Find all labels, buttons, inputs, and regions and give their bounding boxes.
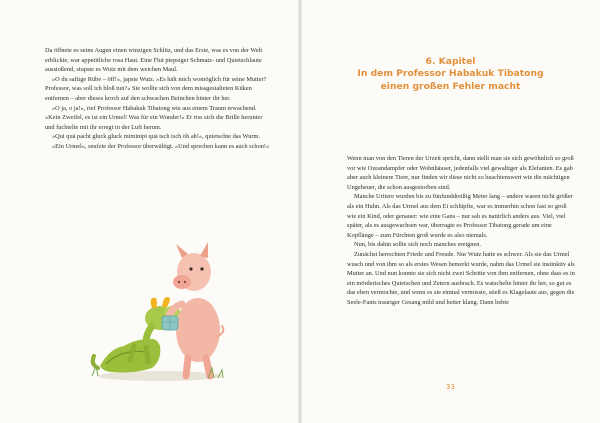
page-number: 33 bbox=[446, 383, 455, 391]
paragraph: »O du saftige Rübe – öff!«, japste Wutz. »Es hält mich womöglich für seine Mutter? Professor, was soll ich bloß tun?« Sie wollte sich von dem missgestalteten Küken entfernen – aber dieses kroch auf den schwachen Beinchen hinter ihr her. bbox=[45, 75, 267, 102]
paragraph: »Qui quä pacht gluck gluck miminipi quä tsch tsch öh ah!«, quietschte das Wurm. bbox=[52, 133, 261, 141]
chapter-title-line: In dem Professor Habakuk Tibatong bbox=[357, 68, 544, 80]
paragraph: Wenn man von den Tieren der Urzeit spricht, dann stellt man sie sich gewöhnlich so groß vor wie Ozeandampfer oder Wohnhäuser, jedenfalls viel gewaltiger als Elefanten. Es gab aber auch kleinere Tiere, nur finden wir diese nicht so beachtenswert wie die mächtigen Ungeheuer, die schon ausgestorben sind. bbox=[347, 155, 574, 191]
paragraph: Nun, bis dahin sollte sich noch manches ereignen. bbox=[354, 241, 482, 249]
left-text-block bbox=[45, 46, 270, 152]
right-page bbox=[301, 0, 600, 423]
chapter-title-line: einen großen Fehler macht bbox=[380, 80, 521, 92]
right-text-block bbox=[347, 154, 577, 308]
paragraph: Da öffnete es seine Augen einen winzigen Schlitz, und das Erste, was es von der Welt erblickte, war appetitliche rosa Haut. Eine Flut piepsiger Schmatz- und Quietschlaute ausstoßend, stupste es Wutz mit dem weichen Maul. bbox=[45, 47, 263, 74]
pig-figure bbox=[162, 242, 223, 376]
paragraph: »Ein Urmel«, seufzte der Professor überwältigt. »Und sprechen kann es auch schon!« bbox=[52, 142, 270, 150]
illustration-pig-and-urmel bbox=[90, 236, 230, 386]
chapter-label: 6. Kapitel bbox=[425, 56, 476, 67]
urmel-figure bbox=[93, 297, 180, 373]
paragraph: »O ja, o ja!«, rief Professor Habakuk Tibatong wie aus einem Traum erwachend. »Kein Zweifel, es ist ein Urmel! Was für ein Wunder!« Er riss sich die Brille herunter und fuchtelte mit ihr erregt in der Luft herum. bbox=[45, 104, 263, 131]
chapter-heading bbox=[301, 56, 600, 93]
paragraph: Manche Urtiere wurden bis zu fünfunddreißig Meter lang – andere waren nicht größer als ein Huhn. Als das Urmel aus dem Ei schlüpfte, war es immerhin schon fast so groß wie ein Kind, oder genauer: wie eine Gans – nur sah es natürlich anders aus. Viel, viel später, als es ausgewachsen war, überragte es Professor Tibatong gerade um eine Kopflänge – zum Fürchten groß wurde es also niemals. bbox=[347, 193, 573, 239]
paragraph: Zunächst herrschten Friede und Freude. Nur Wutz hatte es schwer. Als sie das Urmel wusch und von ihm so als erstes Wesen bemerkt wurde, nahm das Urmel sie instinktiv als Mutter an. Und nun konnte sie sich nicht zwei Schritte von ihm entfernen, ohne dass es in ein mörderisches Quietschen und Zetern ausbrach. Es watschelte hinter ihr her, so gut es das eben vermochte, und wenn es sie einmal vermisste, stieß es Klagelaute aus, gegen die Seele-Fants trauriger Gesang mild und heiter klang. Dann bebte bbox=[347, 250, 575, 306]
